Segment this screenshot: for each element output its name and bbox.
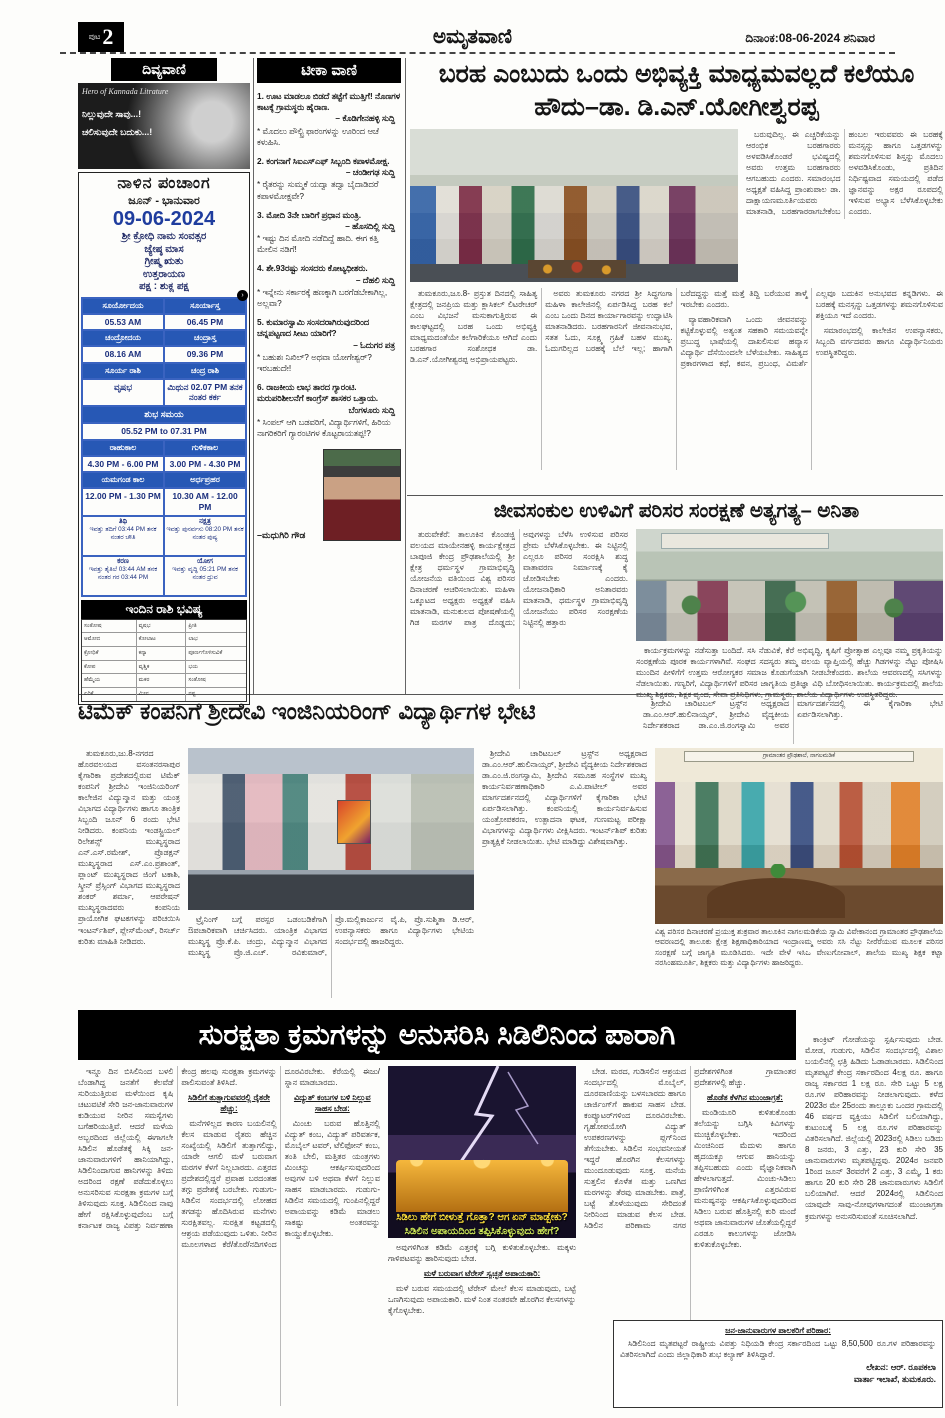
article1-headline: ಬರಹ ಎಂಬುದು ಒಂದು ಅಭಿವ್ಯಕ್ತಿ ಮಾಧ್ಯಮವಲ್ಲದೆ ಕಲೆಯೂ ಹೌದು–ಡಾ. ಡಿ.ಎನ್.ಯೋಗೀಶ್ವರಪ್ಪ (438, 60, 915, 121)
divyavani-photo-caption: Hero of Kannada Litrature (82, 87, 169, 96)
photo-people-plants (636, 581, 943, 641)
divyavani-title: ದಿವ್ಯವಾಣಿ (111, 58, 217, 81)
panchanga-ayana: ಉತ್ತರಾಯಣ (142, 268, 186, 280)
panchanga-table (81, 291, 247, 597)
article4-paragraph: ಮನೆಗಳಿಲ್ಲದ ಕಾರಣ ಬಯಲಿನಲ್ಲಿ ಕೆಲಸ ಮಾಡುವ ರೈತರು ಹೆಚ್ಚಿನ ಸಂಖ್ಯೆಯಲ್ಲಿ ಸಿಡಿಲಿಗೆ ತುತ್ತಾಗಲಿದ್ದು, ಯಾರೇ ಆಗಲಿ ಮಳೆ ಬರುವಾಗ ಮರಗಳ ಕೆಳಗೆ ನಿಲ್ಲಬಾರದು. ಎತ್ತರದ ಪ್ರದೇಶದಲ್ಲಿದ್ದರೆ ಪ್ರವಾಹ ಬರದಂತಹ ತಗ್ಗು ಪ್ರದೇಶಕ್ಕೆ ಬರಬೇಕು. ಗುಡುಗು-ಸಿಡಿಲಿನ ಸಂದರ್ಭದಲ್ಲಿ ಲೋಹದ ತಗಡನ್ನು ಹೊದಿಸಿರುವ ಮನೆಗಳು ಸುರಕ್ಷಿತವಲ್ಲ. ಸುರಕ್ಷಿತ ಕಟ್ಟಡದಲ್ಲಿ ಆಶ್ರಯ ಪಡೆಯುವುದು ಒಳಿತು. ನೀರಿನ ಮೂಲಗಳಾದ ಕೆರೆ/ತೊರೆ/ನದಿಗಳಿಂದ ದೂರವಿರಬೇಕು. ಕೆರೆಯಲ್ಲಿ ಈಜು/ಸ್ನಾನ ಮಾಡಬಾರದು. (181, 1067, 380, 1250)
rashi-forecast-title: ಇಂದಿನ ರಾಶಿ ಭವಿಷ್ಯ (81, 600, 247, 619)
panchanga-box (78, 172, 250, 705)
article2-lead: ತುರುವೇಕೆರೆ: ತಾಲೂಕಿನ ಕೊಂಡಜ್ಜಿ ವಲಯದ ಮಾಯೇನಹಳ್ಳಿ ಕಾರ್ಯಕ್ಷೇತ್ರದ ಬಾಪೂಜಿ ಕೇಂದ್ರ ಪ್ರೌಢಶಾಲೆಯಲ್ಲಿ ಶ್ರೀ ಕ್ಷೇತ್ರ ಧರ್ಮಸ್ಥಳ ಗ್ರಾಮಾಭಿವೃದ್ಧಿ ಯೋಜನೆಯ ವತಿಯಿಂದ ವಿಶ್ವ ಪರಿಸರ ದಿನಾಚರಣೆ ಆಚರಿಸಲಾಯಿತು. ಮಹಿಳಾ ಒಕ್ಕೂಟದ ಅಧ್ಯಕ್ಷರು ಅಧ್ಯಕ್ಷತೆ ವಹಿಸಿ ಮಾತನಾಡಿ, ಮನುಕುಲದ ಪೋಷಣೆಯಲ್ಲಿ ಗಿಡ ಮರಗಳ ಪಾತ್ರ ದೊಡ್ಡದು; ಅವುಗಳನ್ನು ಬೆಳೆಸಿ ಉಳಿಸುವ ಪರಿಸರ ಪ್ರೇಮ ಬೆಳೆಸಿಕೊಳ್ಳಬೇಕು. ಈ ನಿಟ್ಟಿನಲ್ಲಿ ಎಲ್ಲರೂ ಪರಿಸರ ಸಂರಕ್ಷಿಸಿ ಶುದ್ಧ ವಾತಾವರಣ ನಿರ್ಮಾಣಕ್ಕೆ ಕೈ ಜೋಡಿಸಬೇಕು ಎಂದರು. ಯೋಜನಾಧಿಕಾರಿ ಅನಿತಾರವರು ಮಾತನಾಡಿ, ಧರ್ಮಸ್ಥಳ ಗ್ರಾಮಾಭಿವೃದ್ಧಿ ಯೋಜನೆಯು ಪರಿಸರ ಸಂರಕ್ಷಣೆಯ ನಿಟ್ಟಿನಲ್ಲಿ ಹತ್ತಾರು (410, 530, 628, 628)
column-rule (253, 58, 254, 694)
article-lightning-safety (78, 1010, 943, 1412)
rashi-cell: ಸಂತೋಷ (82, 620, 137, 633)
rashi-cell: ಪೂರ್ಣಗೊಳಿಸುವಿಕೆ (188, 649, 223, 656)
chevron-right-icon: › (237, 290, 248, 301)
teeka-vani-title: ಟೀಕಾ ವಾಣಿ (257, 58, 401, 83)
article4-paragraph: ಮಿಂಚು ಬರುವ ಹೊತ್ತಿನಲ್ಲಿ ವಿದ್ಯುತ್ ಕಂಬ, ವಿದ್ಯುತ್ ಪರಿವರ್ತಕ, ಮೊಬೈಲ್ ಟವರ್, ಟೆಲಿಫೋನ್ ಕಂಬ, ತಂತಿ ಬೇಲಿ, ಮತ್ತಿತರ ಯಂತ್ರಗಳು ಮಿಂಚನ್ನು ಆಕರ್ಷಿಸುವುದರಿಂದ ಅವುಗಳ ಬಳಿ ಅಥವಾ ಕೆಳಗೆ ನಿಲ್ಲುವ ಸಾಹಸ ಮಾಡಬಾರದು. ಗುಡುಗು-ಸಿಡಿಲಿನ ಸಮಯದಲ್ಲಿ ಗುಂಪಿನಲ್ಲಿದ್ದರೆ ಅಪಾಯವನ್ನು ಕಡಿಮೆ ಮಾಡಲು ಸಾಕಷ್ಟು ಅಂತರವನ್ನು ಕಾಯ್ದುಕೊಳ್ಳಬೇಕು. (284, 1119, 380, 1239)
item-source: – ಹೊಸದಿಲ್ಲಿ ಸುದ್ದಿ (345, 220, 395, 231)
item-number: 1. (257, 91, 264, 101)
yoga-title: ಯೋಗ (197, 557, 213, 565)
article2-headline: ಜೀವಸಂಕುಲ ಉಳಿವಿಗೆ ಪರಿಸರ ಸಂರಕ್ಷಣೆ ಅತ್ಯಗತ್ಯ– ಅನಿತಾ (493, 500, 860, 522)
item-comment: * ಬಹುಶಃ ನಿಖಿಲ್? ಅಥವಾ ಯೋಗೇಶ್ವರ್? ಇರಬಹುದೇ! (257, 351, 372, 373)
article4-lightning-photo (388, 1066, 576, 1238)
panchanga-title: ನಾಳಿನ ಪಂಚಾಂಗ (117, 175, 211, 192)
ardhaprahara-header: ಅರ್ಧಪ್ರಹರ (164, 472, 246, 488)
moonset-header: ಚಂದ್ರಾಸ್ತ (164, 330, 246, 346)
shubha-value: 05.52 PM to 07.31 PM (82, 423, 246, 440)
item-number: 6. (257, 382, 264, 393)
sun-rashi-header: ಸೂರ್ಯ ರಾಶಿ (82, 363, 164, 379)
columnist-signature: –ಮಧುಗಿರಿ ಗೌಡ (257, 530, 306, 541)
sunset-header: ಸೂರ್ಯಾಸ್ತ (164, 298, 246, 314)
page-number: 2 (102, 24, 114, 49)
rashi-cell: ಲಾಭ (188, 636, 198, 643)
item-comment: * ರೈತರನ್ನು ಸುಮ್ಮಕೆ ಯದ್ವಾ ತದ್ವಾ ಬೈದಾಡಿದರೆ ಕಪಾಳಮೋಕ್ಷವೇ? (257, 179, 379, 201)
tithi-title: ತಿಥಿ (118, 517, 128, 525)
yoga-cell (164, 556, 246, 596)
yamaganda-value: 12.00 PM - 1.30 PM (82, 488, 164, 515)
panchanga-rutu: ಗ್ರೀಷ್ಮ ಋತು (144, 256, 184, 267)
article-department-credit: ವಾರ್ತಾ ಇಲಾಖೆ, ತುಮಕೂರು. (853, 1373, 936, 1384)
rahukala-header: ರಾಹುಕಾಲ (82, 440, 164, 456)
masthead-title: ಅಮೃತವಾಣಿ (432, 26, 513, 48)
rashi-cell: ಪ್ರೀತಿ (188, 622, 197, 629)
article1-paragraph: ಸಮಾರಂಭದಲ್ಲಿ ಕಾಲೇಜಿನ ಉಪನ್ಯಾಸಕರು, ಸಿಬ್ಬಂದಿ ವರ್ಗದವರು ಹಾಗೂ ವಿದ್ಯಾರ್ಥಿನಿಯರು ಉಪಸ್ಥಿತರಿದ್ದರು. (815, 326, 943, 358)
rashi-cell: ವೃಷಭ (137, 620, 187, 633)
rashi-cell: ಸಂತೋಷ (188, 677, 206, 684)
item-text: ಕುಮಾರಸ್ವಾಮಿ ಸಂಸದರಾಗಿರುವುದರಿಂದ ಚನ್ನಪಟ್ಟಣದ ಸೀಟು ಯಾರಿಗೆ? (257, 317, 370, 339)
article4-paragraph: ಮಳೆ ಬರುವ ಸಮಯದಲ್ಲಿ ಟೆರೇಸ್ ಮೇಲೆ ಕೆಲಸ ಮಾಡುವುದು, ಬಟ್ಟೆ ಒಣಗಿಸುವುದು ಅಪಾಯಕಾರಿ. ಮಳೆ ನಿಂತ ನಂತರವೇ ಹೊರಗಿನ ಕೆಲಸಗಳನ್ನು ಕೈಗೊಳ್ಳಬೇಕು. (388, 1284, 576, 1316)
article4-relief-box (613, 1320, 943, 1408)
item-comment: * ಇನ್ನೇನು ಸರ್ಕಾರಕ್ಕೆ ಹಣಕ್ಕಾಗಿ ಬರಗೆಡಬೇಕಾಗಿಲ್ಲ, ಅಲ್ಲವಾ? (257, 286, 388, 308)
article3-photo-caption: ವಿಶ್ವ ಪರಿಸರ ದಿನಾಚರಣೆ ಪ್ರಯುಕ್ತ ಶುಕ್ರವಾರ ತಾಲೂಕಿನ ನಾಗಲಮಡಿಕೆಯ ಸ್ವಾಮಿ ವಿವೇಕಾನಂದ ಗ್ರಾಮಾಂತರ ಪ್ರೌಢಶಾಲೆಯ ಆವರಣದಲ್ಲಿ ತಾಲೂಕು ಕ್ಷೇತ್ರ ಶಿಕ್ಷಣಾಧಿಕಾರಿಯಾದ ಇಂದ್ರಾಣಮ್ಮ ಅವರು ಸಸಿ ನೆಟ್ಟು ನೀರೆರೆಯುವ ಮೂಲಕ ಪರಿಸರ ಸಂರಕ್ಷಣೆ ಬಗ್ಗೆ ಜಾಗೃತಿ ಮೂಡಿಸಿದರು. ಇದೇ ವೇಳೆ ಇಸಿಒ ವೇಣುಗೋಪಾಲ್, ಶಾಲೆಯ ಮುಖ್ಯ ಶಿಕ್ಷಕ ಕಟ್ಟಾ ನರಸಿಂಹಮೂರ್ತಿ, ಶಿಕ್ಷಕರು ಮತ್ತು ವಿದ್ಯಾರ್ಥಿಗಳು ಹಾಜರಿದ್ದರು. (655, 927, 943, 967)
karana-cell (82, 556, 164, 596)
article1-paragraph: ತುಮಕೂರು,ಜೂ.8- ಪ್ರಸ್ತುತ ದಿನದಲ್ಲಿ ಸಾಹಿತ್ಯ ಕ್ಷೇತ್ರದಲ್ಲಿ ಜನಪ್ರಿಯ ಮತ್ತು ಕ್ಲಾಸಿಕಲ್ ಲಿಟರೇಚರ್ ಎಂಬ ವಿಭಜನೆ ಮಸುಕಾಗುತ್ತಿರುವ ಈ ಕಾಲಘಟ್ಟದಲ್ಲಿ ಬರಹ ಒಂದು ಅಭಿವ್ಯಕ್ತಿ ಮಾಧ್ಯಮದಂತೆಯೇ ಕಲೆಗಾರಿಕೆಯೂ ಆಗಿದೆ ಎಂದು ಬರಹಗಾರ ಸಂಶೋಧಕ ಡಾ. ಡಿ.ಎನ್.ಯೋಗೀಶ್ವರಪ್ಪ ಅಭಿಪ್ರಾಯಪಟ್ಟರು. (410, 289, 538, 365)
rashi-cell: ಮೀನ (137, 688, 187, 701)
table-row (82, 661, 246, 675)
rashi-cell: ಕೋಪ (82, 661, 137, 674)
divyavani-quote-line2: ಚಲಿಸುವುದೇ ಬದುಕು...! (82, 127, 153, 137)
article4-paragraph: ಬೇಡ. ಮರದ, ಗುಡಿಸಲಿನ ಆಶ್ರಯದ ಸಂದರ್ಭದಲ್ಲಿ ಮೊಬೈಲ್, ದೂರವಾಣಿಯನ್ನು ಬಳಸಬಾರದು ಹಾಗೂ ಚಾರ್ಜಿಂಗ್‌ಗೆ ಹಾಕುವ ಸಾಹಸ ಬೇಡ. ಕಂಪ್ಯೂಟರ್‌ಗಳಿಂದ ದೂರವಿರಬೇಕು. ಗೃಹೋಪಯೋಗಿ ವಿದ್ಯುತ್ ಉಪಕರಣಗಳನ್ನು ಪ್ಲಗ್‌ನಿಂದ ತೆಗೆಯಬೇಕು. ಸಿಡಿಲಿನ ಸಂಭವನೀಯತೆ ಇದ್ದರೆ ಹೊರಗಿನ ಕೆಲಸಗಳನ್ನು ಮುಂದೂಡುವುದು ಸೂಕ್ತ. ಮನೆಯ ಸುತ್ತಲಿನ ಕೊಳೆತ ಮತ್ತು ಒಣಗಿದ ಮರಗಳನ್ನು ತೆರವು ಮಾಡಬೇಕು. ಪಾತ್ರೆ, ಬಟ್ಟೆ ತೊಳೆಯುವುದು ಸೇರಿದಂತೆ ನೀರಿನಿಂದ ಮಾಡುವ ಕೆಲಸ ಬೇಡ. ಸಿಡಿಲಿನ ಪರಿಣಾಮ ನಗರ ಪ್ರದೇಶಗಳಿಗಿಂತ ಗ್ರಾಮಾಂತರ ಪ್ರದೇಶಗಳಲ್ಲಿ ಹೆಚ್ಚು. (584, 1067, 796, 1231)
article4-banner-headline: ಸುರಕ್ಷತಾ ಕ್ರಮಗಳನ್ನು ಅನುಸರಿಸಿ ಸಿಡಿಲಿನಿಂದ ಪಾರಾಗಿ (78, 1010, 796, 1060)
nakshatra-title: ನಕ್ಷತ್ರ (199, 517, 211, 525)
item-text: ರಾಜಕೀಯ ಲಾಭ ತಾರದ ಗ್ಯಾರಂಟಿ. ಮರುಪರಿಶೀಲನೆಗೆ ಕಾಂಗ್ರೆಸ್ ಶಾಸಕರ ಒತ್ತಾಯ. (257, 382, 379, 404)
header-divider (60, 52, 895, 54)
item-source: – ದೆಹಲಿ ಸುದ್ದಿ (355, 274, 395, 285)
gulikakala-header: ಗುಳಿಕಕಾಲ (164, 440, 246, 456)
article4-subhead-crouch: ಹೊಡೆತ ಕೆಳಗಿನ ಮುಂಜಾಗ್ರತೆ: (707, 1093, 783, 1103)
yoga-text: ಇವತ್ತು ವೃದ್ಧಿ 05:21 PM ತನಕ ನಂತರ ಧ್ರುವ (172, 565, 238, 581)
rashi-cell: ಏರಿಕೆ (82, 688, 137, 701)
rashi-cell: ಮಕರ (137, 674, 187, 687)
rashi-cell: ಕನ್ಯಾ (137, 647, 187, 660)
table-row (82, 633, 246, 647)
item-text: ಕಂಗನಾಗೆ ಸಿಐಎಸ್ಎಫ್ ಸಿಬ್ಬಂದಿ ಕಪಾಳಮೋಕ್ಷ. (266, 155, 390, 166)
photo-banner (661, 533, 830, 549)
photo-flower-arrangement (528, 260, 626, 278)
panchanga-masa: ಜ್ಯೇಷ್ಠ ಮಾಸ (144, 243, 184, 255)
moonrise-header: ಚಂದ್ರೋದಯ (82, 330, 164, 346)
divyavani-quote-line1: ನಿಲ್ಲುವುದೇ ಸಾವು...! (82, 109, 142, 119)
gulikakala-value: 3.00 PM - 4.30 PM (164, 456, 246, 473)
photo-people-band (410, 186, 738, 264)
sun-rashi-value: ವೃಷಭ (82, 379, 164, 406)
table-row (82, 620, 246, 634)
article4-subhead-relief: ಜನ-ಜಾನುವಾರುಗಳ ಪಾಲಕರಿಗೆ ಪರಿಹಾರ: (725, 1326, 831, 1335)
rashi-cell: ಭಯ (188, 663, 199, 670)
article3-column3: ಶ್ರೀದೇವಿ ಚಾರಿಟಬಲ್ ಟ್ರಸ್ಟ್‌ನ ಅಧ್ಯಕ್ಷರಾದ ಡಾ.ಎಂ.ಆರ್.ಹುಲಿನಾಯ್ಕರ್, ಶ್ರೀದೇವಿ ವೈದ್ಯಕೀಯ ನಿರ್ದೇಶಕರಾದ ಡಾ.ಎಂ.ಜಿ.ರಂಗಸ್ವಾಮಿ, ಶ್ರೀದೇವಿ ಸಮೂಹ ಸಂಸ್ಥೆಗಳ ಮುಖ್ಯ ಕಾರ್ಯನಿರ್ವಹಣಾಧಿಕಾರಿ ಎ.ವಿ.ಪಾಟೀಲ್ ಅವರ ಮಾರ್ಗದರ್ಶನದಲ್ಲಿ ವಿದ್ಯಾರ್ಥಿಗಳಿಗೆ ಕೈಗಾರಿಕಾ ಭೇಟಿ ಏರ್ಪಡಿಸಲಾಗಿತ್ತು. ಕಂಪನಿಯಲ್ಲಿ ಕಾರ್ಯನಿರ್ವಹಿಸುವ ಯಂತ್ರೋಪಕರಣ, ಉತ್ಪಾದನಾ ಘಟಕ, ಗುಣಮಟ್ಟ ಪರೀಕ್ಷಾ ವಿಭಾಗಗಳನ್ನು ವಿದ್ಯಾರ್ಥಿಗಳು ವೀಕ್ಷಿಸಿದರು. ಇಂಟರ್ನ್‌ಶಿಪ್ ಕುರಿತು ಪ್ರಾತ್ಯಕ್ಷಿಕೆ ನೀಡಲಾಯಿತು. ಭೇಟಿ ಮಾಡಿದ್ದು ವಿಶೇಷವಾಗಿತ್ತು. (482, 749, 647, 847)
moon-rashi-header: ಚಂದ್ರ ರಾಶಿ (164, 363, 246, 379)
article4-paragraph: ಇನ್ನೂ ದಿನ ಬಿಸಿಲಿನಿಂದ ಬಳಲಿ ಬೆಂಡಾಗಿದ್ದ ಜನತೆಗೆ ಕೆಲವೆಡೆ ಸುರಿಯುತ್ತಿರುವ ಮಳೆಯಿಂದ ಕೃಷಿ ಚಟುವಟಿಕೆ ಸೇರಿ ಜನ-ಜಾನುವಾರುಗಳ ಕುಡಿಯುವ ನೀರಿನ ಸಮಸ್ಯೆಗಳು ಬಗೆಹರಿಯುತ್ತಿವೆ. ಆದರೆ ಮಳೆಯ ಅಬ್ಬರದಿಂದ ಜಿಲ್ಲೆಯಲ್ಲಿ ಈಗಾಗಲೇ ಸಿಡಿಲಿನ ಹೊಡೆತಕ್ಕೆ ಸಿಕ್ಕಿ ಜನ-ಜಾನುವಾರುಗಳಿಗೆ ಹಾನಿಯಾಗಿದ್ದು, ಸಿಡಿಲಿನಿಂದಾಗುವ ಹಾನಿಗಳನ್ನು ತಿಳಿದು ಅದರಿಂದ ರಕ್ಷಣೆ ಪಡೆದುಕೊಳ್ಳಲು ಅನುಸರಿಸುವ ಸುರಕ್ಷತಾ ಕ್ರಮಗಳ ಬಗ್ಗೆ ತಿಳಿಸುವುದು ಸೂಕ್ತ. ಸಿಡಿಲಿನಿಂದ ನಾವು ಹೇಗೆ ರಕ್ಷಿಸಿಕೊಳ್ಳುವುದೆಂಬ ಬಗ್ಗೆ ಕರ್ನಾಟಕ ರಾಜ್ಯ ವಿಪತ್ತು ನಿರ್ವಹಣಾ ಕೇಂದ್ರ ಹಲವು ಸುರಕ್ಷತಾ ಕ್ರಮಗಳನ್ನು ಪಾಲಿಸುವಂತೆ ತಿಳಿಸಿದೆ. (78, 1067, 277, 1231)
item-comment: * ಮೊದಲು ಪೌಲ್ಟ್ರಿ ಫಾರಂಗಳನ್ನು ಊರಿಂದ ಆಚೆ ಕಳುಹಿಸಿ. (257, 125, 379, 147)
article4-relief-text: ಸಿಡಿಲಿನಿಂದ ಮೃತಪಟ್ಟರೆ ರಾಷ್ಟ್ರೀಯ ವಿಪತ್ತು ನಿಧಿಯಡಿ ಕೇಂದ್ರ ಸರ್ಕಾರದಿಂದ ಒಟ್ಟು 8,50,500 ರೂ.ಗಳ ಪರಿಹಾರವನ್ನು ವಿತರಿಸಲಾಗಿದೆ ಎಂದು ಜಿಲ್ಲಾಧಿಕಾರಿ ಶುಭ ಕಲ್ಯಾಣ್ ತಿಳಿಸಿದ್ದಾರೆ. (620, 1339, 936, 1360)
article2-continued: ಕಾರ್ಯಕ್ರಮಗಳನ್ನು ನಡೆಸುತ್ತಾ ಬಂದಿದೆ. ಸಸಿ ನೆಡುವಿಕೆ, ಕೆರೆ ಅಭಿವೃದ್ಧಿ, ಕೃಷಿಗೆ ಪ್ರೋತ್ಸಾಹ ಎಲ್ಲವೂ ನಮ್ಮ ಪ್ರಕೃತಿಯನ್ನು ಸಂರಕ್ಷಣೆಯ ಪೂರಕ ಕಾರ್ಯಗಳಾಗಿವೆ. ಸಂಘದ ಸದಸ್ಯರು ತಮ್ಮ ವಲಯ ವ್ಯಾಪ್ತಿಯಲ್ಲಿ ಹೆಚ್ಚು ಗಿಡಗಳನ್ನು ನೆಟ್ಟು ಪೋಷಿಸಿ ಮುಂದಿನ ಪೀಳಿಗೆಗೆ ಉತ್ತಮ ಆರೋಗ್ಯಕರ ಸಮಾಜ ಕೊಡುಗೆಯಾಗಿ ನೀಡಬೇಕೆಂದರು. ಶಾಲೆಯ ಆವರಣದಲ್ಲಿ ಸಸಿಗಳನ್ನು ನೆಡಲಾಯಿತು. ಗಣ್ಯರಿಗೆ, ವಿದ್ಯಾರ್ಥಿಗಳಿಗೆ ಪರಿಸರ ಜಾಗೃತಿಯ ಪ್ರತಿಜ್ಞಾ ವಿಧಿ ಬೋಧಿಸಲಾಯಿತು. ಕಾರ್ಯಕ್ರಮದಲ್ಲಿ ಶಾಲೆಯ ಮುಖ್ಯ ಶಿಕ್ಷಕರು, ಶಿಕ್ಷಕ ವೃಂದ, ಸೇವಾ ಪ್ರತಿನಿಧಿಗಳು, ಗ್ರಾಮಸ್ಥರು, ಶಾಲೆಯ ವಿದ್ಯಾರ್ಥಿಗಳು ಉಪಸ್ಥಿತರಿದ್ದರು. (636, 646, 943, 700)
photo-overlay-question1: ಸಿಡಿಲು ಹೇಗೆ ಬೀಳುತ್ತೆ ಗೊತ್ತಾ? ಆಗ ಏನ್ ಮಾಡ್ಬೇಕು? (396, 1212, 568, 1223)
teeka-vani-column (257, 58, 401, 541)
item-number: 5. (257, 317, 264, 328)
tithi-text: ಇವತ್ತು ತದಿಗೆ 03:44 PM ತನಕ ನಂತರ ಚೌತಿ (89, 525, 157, 541)
panchanga-paksha: ಪಕ್ಷ : ಶುಕ್ಲ ಪಕ್ಷ (139, 281, 189, 292)
rashi-cell: ಕ್ರೋಧಿಕೆ (82, 647, 137, 660)
page-number-label: ಪುಟ (88, 32, 101, 41)
school-board-text: ಗ್ರಾಮಾಂತರ ಪ್ರೌಢಶಾಲೆ, ನಾಗಲಮಡಿಕೆ (684, 751, 914, 762)
article3-handover-photo (188, 748, 474, 910)
ardhaprahara-value: 10.30 AM - 12.00 PM (164, 488, 246, 515)
item-source: – ಕೊಡಿಗೇನಹಳ್ಳಿ ಸುದ್ದಿ (335, 113, 395, 124)
article-timec-visit (78, 698, 943, 1000)
table-row (82, 674, 246, 688)
article4-subhead-poles: ವಿದ್ಯುತ್ ಕಂಬಗಳ ಬಳಿ ನಿಲ್ಲುವ ಸಾಹಸ ಬೇಡ: (293, 1093, 371, 1114)
nakshatra-text: ಇವತ್ತು ಪುನರ್ವಸು 08:20 PM ತನಕ ನಂತರ ಪುಷ್ಯ (166, 525, 244, 541)
dateline: ದಿನಾಂಕ:08-06-2024 ಶನಿವಾರ (745, 31, 875, 45)
article1-group-photo (410, 129, 738, 282)
rashi-cell: ಹೆಮ್ಮೆಯ (82, 674, 137, 687)
article-environment-day (410, 499, 943, 707)
tithi-cell (82, 516, 164, 556)
article1-paragraph: ವ್ಯಾವಹಾರಿಕವಾಗಿ ಒಂದು ಜೀವನವನ್ನು ಕಟ್ಟಿಕೊಳ್ಳುವಲ್ಲಿ ಅತ್ಯಂತ ಸಹಕಾರಿ ಸಮಯವನ್ನೇ ಪ್ರಬುದ್ಧ ಭಾಷೆಯಲ್ಲಿ ದಾಖಲಿಸುವ ಹವ್ಯಾಸ ವಿದ್ಯಾರ್ಥಿ ದೆಸೆಯಿಂದಲೇ ಬೆಳೆಯಬೇಕು. ಸಾಹಿತ್ಯದ ಪ್ರಕಾರಗಳಾದ ಕಥೆ, ಕವನ, ಪ್ರಬಂಧ, ವಿಮರ್ಶೆ ಎಲ್ಲವೂ ಬದುಕಿನ ಅನುಭವದ ಕನ್ನಡಿಗಳು. ಈ ಬರಹಕ್ಕೆ ಮನಸ್ಸನ್ನು ಒತ್ತಡಗಳನ್ನು ಶಮನಗೊಳಿಸುವ ಶಕ್ತಿಯೂ ಇದೆ ಎಂದರು. (680, 289, 943, 369)
sidebar (78, 58, 250, 705)
article4-subhead-terrace: ಮಳೆ ಬರುವಾಗ ಟೆರೇಸ್ ಸ್ವಚ್ಛತೆ ಅಪಾಯಕಾರಿ: (423, 1269, 541, 1279)
rashi-cell: ನಷ್ಟ (188, 691, 196, 698)
table-row (82, 647, 246, 661)
item-text: ಊಟ ಮಾಡಲೂ ಬಿಡದೆ ತಟ್ಟೆಗೆ ಮುತ್ತಿಗೆ! ನೊಣಗಳ ಕಾಟಕ್ಕೆ ಗ್ರಾಮಸ್ಥರು ಹೈರಾಣ. (257, 91, 401, 113)
moon-rashi-value: ಮಿಥುನ 02.07 PM ತನಕ ನಂತರ ಕರ್ಕ (164, 379, 246, 406)
panchanga-day: ಜೂನ್ - ಭಾನುವಾರ (128, 195, 200, 207)
panchanga-date: 09-06-2024 (112, 208, 216, 230)
sunrise-header: ಸೂರ್ಯೋದಯ (82, 298, 164, 314)
item-source: – ಚಂಡೀಗಢ ಸುದ್ದಿ (345, 167, 395, 178)
moonset-value: 09.36 PM (164, 346, 246, 363)
teeka-item-5 (257, 317, 401, 374)
article3-column1: ತುಮಕೂರು,ಜು.8-ನಗರದ ಹೊರವಲಯದ ವಸಂತನರಸಾಪುರ ಕೈಗಾರಿಕಾ ಪ್ರದೇಶದಲ್ಲಿರುವ ಟಿಮೆಕ್ ಕಂಪನಿಗೆ ಶ್ರೀದೇವಿ ಇಂಜಿನಿಯರಿಂಗ್ ಕಾಲೇಜಿನ ವಿದ್ಯುನ್ಮಾನ ಮತ್ತು ಯಂತ್ರ ವಿಭಾಗದ ವಿದ್ಯಾರ್ಥಿಗಳು ಹಾಗೂ ತಾಂತ್ರಿಕ ಸಿಬ್ಬಂದಿ ಜೂನ್ 6 ರಂದು ಭೇಟಿ ನೀಡಿದರು. ಕಂಪನಿಯ ಇಂಡಸ್ಟ್ರಿಯಲ್ ರಿಲೇಶನ್ಸ್ ಮುಖ್ಯಸ್ಥರಾದ ಎನ್.ಎಸ್.ರಮೇಶ್, ಪ್ರೊಡಕ್ಷನ್ ಮುಖ್ಯಸ್ಥರಾದ ಎಸ್.ಎಂ.ಪ್ರಶಾಂತ್, ಪ್ಲಾಂಟ್ ಮುಖ್ಯಸ್ಥರಾದ ಜಿಂಗೆ ಟಕಾಶಿ, ಸ್ಕ್ರೀನ್ ಪ್ರೆಸ್ಸಿಂಗ್ ವಿಭಾಗದ ಮುಖ್ಯಸ್ಥರಾದ ಶಂಕರ್ ಶರ್ಮಾ, ಆಪರೇಷನ್ ಮುಖ್ಯಸ್ಥರಾದವರು ಕಂಪನಿಯ ಪ್ರಾಯೋಗಿಕ ಘಟಕಗಳನ್ನು ಪರಿಚಯಿಸಿ ಇಂಟರ್ನ್‌ಶಿಪ್, ಪ್ಲೇಸ್‌ಮೆಂಟ್, ರಿಸರ್ಚ್ ಕುರಿತು ಮಾಹಿತಿ ನೀಡಿದರು. (78, 749, 180, 946)
article-writing-workshop (410, 58, 943, 470)
panchanga-samvatsara: ಶ್ರೀ ಕ್ರೋಧಿ ನಾಮ ಸಂವತ್ಸರ (121, 231, 207, 242)
article4-paragraph: ಮಂಡಿಯೂರಿ ಕುಳಿತುಕೊಂಡು ತಲೆಯನ್ನು ಬಗ್ಗಿಸಿ ಕಿವಿಗಳನ್ನು ಮುಚ್ಚಿಕೊಳ್ಳಬೇಕು. ಇದರಿಂದ ಮಿಂಚಿನಿಂದ ಮೆದುಳು ಹಾಗೂ ಹೃದಯಕ್ಕೂ ಆಗುವ ಹಾನಿಯನ್ನು ತಪ್ಪಿಸಬಹುದು ಎಂದು ವೈಜ್ಞಾನಿಕವಾಗಿ ಹೇಳಲಾಗುತ್ತದೆ. ಮಿಂಚು-ಸಿಡಿಲು ಪ್ರಾಣಿಗಳಿಗಿಂತ ಎತ್ತರವಿರುವ ಮನುಷ್ಯನನ್ನು ಆಕರ್ಷಿಸಿಕೊಳ್ಳುವುದರಿಂದ ಸಿಡಿಲು ಬರುವ ಹೊತ್ತಿನಲ್ಲಿ ಕುರಿ ಮಂದೆ ಅಥವಾ ಜಾನುವಾರುಗಳ ಜೊತೆಯಲ್ಲಿದ್ದರೆ ಎರಡೂ ಕಾಲುಗಳನ್ನು ಜೋಡಿಸಿ ಕುಳಿತುಕೊಳ್ಳಬೇಕು. (694, 1108, 796, 1250)
photo-folder (337, 800, 371, 844)
item-number: 2. (257, 155, 264, 166)
article4-paragraph: ಅವುಗಳಿಗಿಂತ ಕಡಿಮೆ ಎತ್ತರಕ್ಕೆ ಬಗ್ಗಿ ಕುಳಿತುಕೊಳ್ಳಬೇಕು. ಮಕ್ಕಳು ಗಾಳಿಪಟವನ್ನು ಹಾರಿಸುವುದು ಬೇಡ. (388, 1243, 576, 1264)
item-comment: * ಇಷ್ಟು ದಿನ ಮೋದಿ ನಡೆದಿದ್ದೆ ಹಾದಿ. ಈಗ ಕತ್ತಿ ಮೇಲಿನ ನಡಿಗೆ! (257, 233, 379, 255)
item-source: ಬೆಂಗಳೂರು ಸುದ್ದಿ (348, 404, 395, 415)
photo-people-band (655, 782, 943, 868)
columnist-photo (323, 449, 401, 541)
karana-text: ಇವತ್ತು ತೈತಿಲೆ 03:44 AM ತನಕ ನಂತರ ಗರ 03:44 PM (88, 565, 158, 581)
moonrise-value: 08.16 AM (82, 346, 164, 363)
divyavani-photo (78, 83, 250, 169)
teeka-item-1 (257, 91, 401, 148)
article1-paragraph: ಅವರು ತುಮಕೂರು ನಗರದ ಶ್ರೀ ಸಿದ್ಧಗಂಗಾ ಮಹಿಳಾ ಕಾಲೇಜಿನಲ್ಲಿ ಏರ್ಪಡಿಸಿದ್ದ ಬರಹ ಕಲೆ ಎಂಬ ಒಂದು ದಿನದ ಕಾರ್ಯಾಗಾರವನ್ನು ಉದ್ಘಾಟಿಸಿ ಮಾತನಾಡಿದರು. ಬರಹಗಾರನಿಗೆ ಜೀವನಾನುಭವ, ಸತತ ಓದು, ಸೂಕ್ಷ್ಮ ಗ್ರಹಿಕೆ ಬಹಳ ಮುಖ್ಯ. ಓದುಗರಿಲ್ಲದ ಬರಹಕ್ಕೆ ಬೆಲೆ ಇಲ್ಲ; ಹಾಗಾಗಿ ಬರೆದದ್ದನ್ನು ಮತ್ತೆ ಮತ್ತೆ ತಿದ್ದಿ ಬರೆಯುವ ತಾಳ್ಮೆ ಇರಬೇಕು ಎಂದರು. (545, 289, 808, 354)
column-rule (405, 58, 406, 694)
shubha-header: ಶುಭ ಸಮಯ (82, 406, 246, 423)
photo-palace (396, 1160, 569, 1212)
rahukala-value: 4.30 PM - 6.00 PM (82, 456, 164, 473)
photo-people-band (188, 774, 474, 870)
yamaganda-header: ಯಮಗಂಡ ಕಾಲ (82, 472, 164, 488)
teeka-item-3 (257, 210, 401, 256)
article3-headline: ಟಿಮೆಕ್ ಕಂಪನಿಗೆ ಶ್ರೀದೇವಿ ಇಂಜಿನಿಯರಿಂಗ್ ವಿದ್ಯಾರ್ಥಿಗಳ ಭೇಟಿ (78, 698, 536, 724)
article-author-credit: ಲೇಖನ: ಆರ್. ರೂಪಕಲಾ (866, 1362, 936, 1373)
teeka-item-2 (257, 156, 401, 202)
nakshatra-cell (164, 516, 246, 556)
rashi-forecast-table (81, 619, 247, 702)
article1-side-text: ಬರುವುದಿಲ್ಲ. ಈ ಎಚ್ಚರಿಕೆಯನ್ನು ಆರಂಭಿಕ ಬರಹಗಾರರು ಅಳವಡಿಸಿಕೊಂಡರೆ ಭವಿಷ್ಯದಲ್ಲಿ ಅವರು ಉತ್ತಮ ಬರಹಗಾರರು ಆಗಬಹುದು ಎಂದರು. ಸಮಾರಂಭದ ಅಧ್ಯಕ್ಷತೆ ವಹಿಸಿದ್ದ ಪ್ರಾಂಶುಪಾಲ ಡಾ. ದಾಕ್ಷಾಯಣಮೂರ್ತಿಯವರು ಮಾತನಾಡಿ, ಬರಹಗಾರರಾಗಬೇಕೆಂಬ ಹಂಬಲ ಇರುವವರು ಈ ಬರಹಕ್ಕೆ ಮನಸ್ಸನ್ನು ಹಾಗೂ ಒತ್ತಡಗಳನ್ನು ಶಮನಗೊಳಿಸುವ ಶಿಸ್ತನ್ನು ಮೊದಲು ಅಳವಡಿಸಿಕೊಂಡು, ಪ್ರತಿದಿನ ನಿರ್ಧಿಷ್ಟವಾದ ಸಮಯದಲ್ಲಿ ಪಡೆದ ಜ್ಞಾನವನ್ನು ಅಕ್ಷರ ರೂಪದಲ್ಲಿ ಇಳಿಸುವ ಅಭ್ಯಾಸ ಬೆಳೆಸಿಕೊಳ್ಳಬೇಕು ಎಂದರು. (746, 130, 943, 217)
photo-overlay-question2: ಸಿಡಿಲಿನ ಅಪಾಯದಿಂದ ತಪ್ಪಿಸಿಕೊಳ್ಳುವುದು ಹೇಗೆ? (404, 1226, 560, 1237)
rashi-cell: ವೃಶ್ಚಿಕ (137, 661, 187, 674)
article3-photo-followup: ಟ್ರೈನಿಂಗ್ ಬಗ್ಗೆ ಪರಸ್ಪರ ಒಡಂಬಡಿಕೆಗಾಗಿ ಔಪಚಾರಿಕವಾಗಿ ಚರ್ಚಿಸಿದರು. ಯಾಂತ್ರಿಕ ವಿಭಾಗದ ಮುಖ್ಯಸ್ಥ ಪ್ರೊ.ಕೆ.ಪಿ. ಚಂದ್ರು, ವಿದ್ಯುನ್ಮಾನ ವಿಭಾಗದ ಮುಖ್ಯಸ್ಥ ಪ್ರೊ.ಜಿ.ಎಚ್. ರವಿಕುಮಾರ್, ಪ್ರೊ.ಮಲ್ಲಿಕಾರ್ಜುನ ವೈ.ಪಿ, ಪ್ರೊ.ಸುಶ್ಮಿತಾ ಡಿ.ಆರ್, ಉಪನ್ಯಾಸಕರು ಹಾಗೂ ವಿದ್ಯಾರ್ಥಿಗಳು ಭೇಟಿಯ ಸಂದರ್ಭದಲ್ಲಿ ಹಾಜರಿದ್ದರು. (188, 915, 474, 958)
article2-photo (636, 529, 943, 641)
karana-title: ಕರಣ (117, 557, 129, 565)
article3-planting-photo (655, 748, 943, 924)
item-number: 3. (257, 209, 264, 220)
article4-subhead-farmers: ಸಿಡಿಲಿಗೆ ತುತ್ತಾಗುವವರಲ್ಲಿ ರೈತರೇ ಹೆಚ್ಚು: (188, 1093, 270, 1114)
item-comment: * ಸಿಂಪಲ್ ಆಗಿ ಬಡವರಿಗೆ, ವಿದ್ಯಾರ್ಥಿಗಳಿಗೆ, ಹಿರಿಯ ನಾಗರಿಕರಿಗೆ ಗ್ಯಾರಂಟಿಗಳ ಕೊಟ್ಟರಾಯತಪ್ಪ!? (257, 416, 391, 438)
photo-sapling (770, 864, 786, 886)
item-text: ಶೇ.93ರಷ್ಟು ಸಂಸದರು ಕೋಟ್ಯಧೀಶರು. (266, 263, 368, 274)
article4-right-column: ಕಾಂಕ್ರಿಟ್ ಗೋಡೆಯನ್ನು ಸ್ಪರ್ಷಿಸುವುದು ಬೇಡ. ಮೋಡ, ಗುಡುಗು, ಸಿಡಿಲಿನ ಸಂದರ್ಭದಲ್ಲಿ ವಿಶಾಲ ಬಯಲಿನಲ್ಲಿ ಛತ್ರಿ ಹಿಡಿದು ಓಡಾಡಬಾರದು. ಸಿಡಿಲಿನಿಂದ ಮೃತಪಟ್ಟರೆ ಕೇಂದ್ರ ಸರ್ಕಾರದಿಂದ 4ಲಕ್ಷ ರೂ. ಹಾಗೂ ರಾಜ್ಯ ಸರ್ಕಾರದ 1 ಲಕ್ಷ ರೂ. ಸೇರಿ ಒಟ್ಟು 5 ಲಕ್ಷ ರೂ.ಗಳ ಪರಿಹಾರವನ್ನು ನೀಡಲಾಗುವುದು. ಕಳೆದ 2023ರ ಮೇ 25ರಂದು ತಾಲ್ಲೂಕು ಒಂದರ ಗ್ರಾಮದಲ್ಲಿ 46 ವರ್ಷದ ವ್ಯಕ್ತಿಯು ಸಿಡಿಲಿಗೆ ಬಲಿಯಾಗಿದ್ದು, ಕುಟುಂಬಕ್ಕೆ 5 ಲಕ್ಷ ರೂ.ಗಳ ಪರಿಹಾರವನ್ನು ವಿತರಿಸಲಾಗಿದೆ. ಜಿಲ್ಲೆಯಲ್ಲಿ 2023ರಲ್ಲಿ ಸಿಡಿಲು ಬಡಿದು 8 ಜನರು, 3 ಎತ್ತು, 23 ಕುರಿ ಸೇರಿ 35 ಜಾನುವಾರುಗಳು ಮೃತಪಟ್ಟಿದ್ದವು. 2024ರ ಜನವರಿ 1ರಿಂದ ಜೂನ್ 3ರವರೆಗೆ 2 ಎತ್ತು, 3 ಎಮ್ಮೆ, 1 ಕರು ಹಾಗೂ 20 ಕುರಿ ಸೇರಿ 28 ಜಾನುವಾರುಗಳು ಸಿಡಿಲಿಗೆ ಬಲಿಯಾಗಿವೆ. ಆದರೆ 2024ರಲ್ಲಿ ಸಿಡಿಲಿನಿಂದ ಯಾವುದೇ ಸಾವು-ನೋವುಗಳಾಗದಂತೆ ಮುಂಜಾಗ್ರತಾ ಕ್ರಮಗಳನ್ನು ಅನುಸರಿಸುವಂತೆ ಸೂಚಿಸಲಾಗಿದೆ. (805, 1035, 943, 1221)
sunset-value: 06.45 PM (164, 314, 246, 331)
teeka-item-4 (257, 263, 401, 309)
item-source: – ಓದುಗರ ಪತ್ರ (353, 339, 395, 350)
article-divider (407, 495, 943, 496)
sunrise-value: 05.53 AM (82, 314, 164, 331)
rashi-cell: ಆಮೋದ (82, 633, 137, 646)
item-text: ಮೋದಿ 3ನೇ ಬಾರಿಗೆ ಪ್ರಧಾನ ಮಂತ್ರಿ. (266, 209, 362, 220)
teeka-item-6 (257, 382, 401, 439)
item-number: 4. (257, 263, 264, 274)
rashi-cell: ಕೋಲಾಟ (137, 633, 187, 646)
article3-intro: ಶ್ರೀದೇವಿ ಚಾರಿಟಬಲ್ ಟ್ರಸ್ಟ್‌ನ ಅಧ್ಯಕ್ಷರಾದ ಡಾ.ಎಂ.ಆರ್.ಹುಲಿನಾಯ್ಕರ್, ಶ್ರೀದೇವಿ ವೈದ್ಯಕೀಯ ನಿರ್ದೇಶಕರಾದ ಡಾ.ಎಂ.ಜಿ.ರಂಗಸ್ವಾಮಿ ಅವರ ಮಾರ್ಗದರ್ಶನದಲ್ಲಿ ಈ ಕೈಗಾರಿಕಾ ಭೇಟಿ ಏರ್ಪಡಿಸಲಾಗಿತ್ತು. (643, 699, 943, 731)
